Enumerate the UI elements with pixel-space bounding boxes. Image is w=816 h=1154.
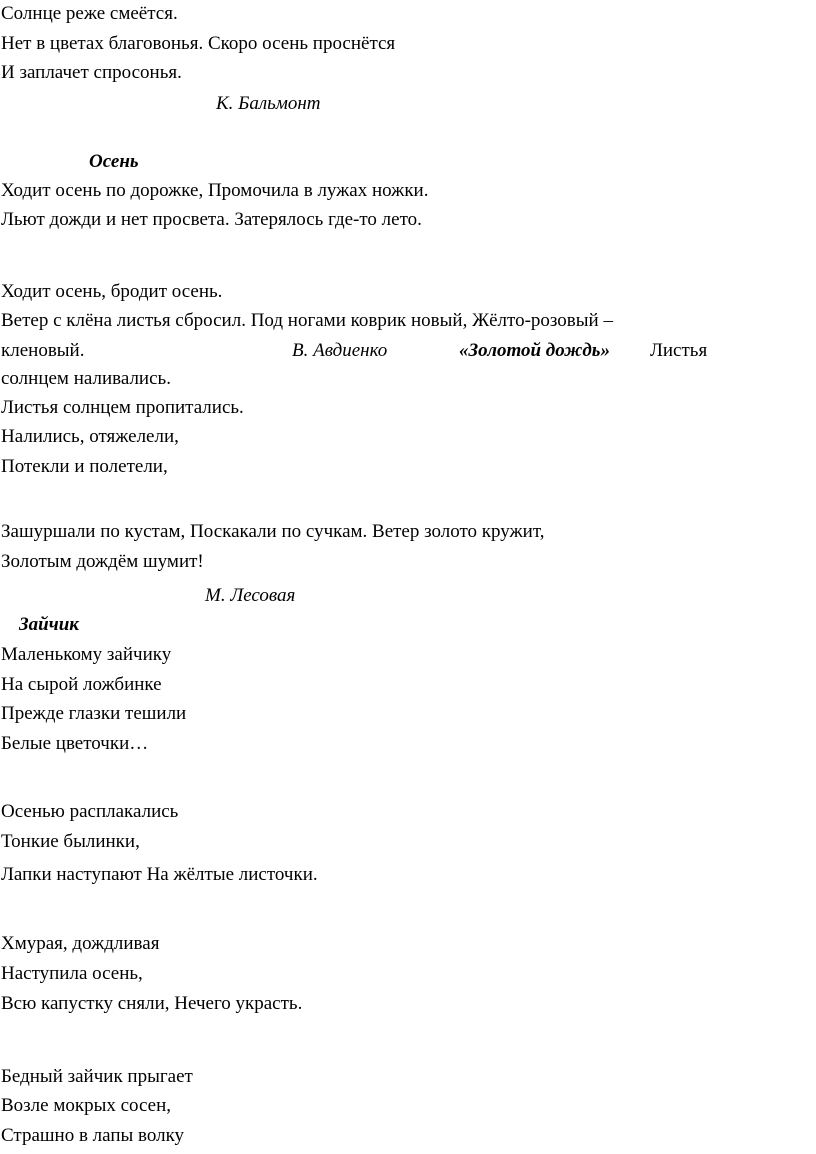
poem-line: Льют дожди и нет просвета. Затерялось где-то лето. — [1, 209, 422, 230]
poem-line: Налились, отяжелели, — [1, 426, 179, 447]
poem-author: К. Бальмонт — [216, 93, 321, 114]
poem-line: Бедный зайчик прыгает — [1, 1066, 193, 1087]
poem-title: Зайчик — [19, 614, 79, 635]
poem-line: Страшно в лапы волку — [1, 1125, 185, 1146]
poem-line: Хмурая, дождливая — [1, 933, 160, 954]
poem-line: кленовый. — [1, 340, 85, 361]
poem-line: Потекли и полетели, — [1, 456, 168, 477]
poem-line: Ходит осень по дорожке, Промочила в лужах ножки. — [1, 180, 429, 201]
poem-line: Всю капустку сняли, Нечего украсть. — [1, 993, 303, 1014]
poem-line: Прежде глазки тешили — [1, 703, 187, 724]
poem-line: Возле мокрых сосен, — [1, 1095, 172, 1116]
poem-line: Ходит осень, бродит осень. — [1, 281, 223, 302]
poem-author: В. Авдиенко — [292, 340, 388, 361]
poem-line: Маленькому зайчику — [1, 644, 172, 665]
poem-line: На сырой ложбинке — [1, 674, 162, 695]
poem-line: Нет в цветах благовонья. Скоро осень проснётся — [1, 33, 396, 54]
poem-line: Осенью расплакались — [1, 801, 179, 822]
poem-line: Золотым дождём шумит! — [1, 551, 204, 572]
poem-line: Зашуршали по кустам, Поскакали по сучкам. Ветер золото кружит, — [1, 521, 545, 542]
poem-author: М. Лесовая — [205, 585, 296, 606]
poem-line: солнцем наливались. — [1, 368, 171, 389]
poem-line: Наступила осень, — [1, 963, 143, 984]
poem-title: «Золотой дождь» — [459, 340, 610, 361]
poem-line: И заплачет спросонья. — [1, 62, 182, 83]
poem-line: Белые цветочки… — [1, 733, 149, 754]
poem-line: Солнце реже смеётся. — [1, 3, 178, 24]
poem-line: Лапки наступают На жёлтые листочки. — [1, 864, 318, 885]
poem-line: Тонкие былинки, — [1, 831, 140, 852]
poem-line: Листья солнцем пропитались. — [1, 397, 244, 418]
poem-line: Листья — [650, 340, 708, 361]
poem-title: Осень — [89, 151, 139, 172]
poem-line: Ветер с клёна листья сбросил. Под ногами коврик новый, Жёлто-розовый – — [1, 310, 613, 331]
